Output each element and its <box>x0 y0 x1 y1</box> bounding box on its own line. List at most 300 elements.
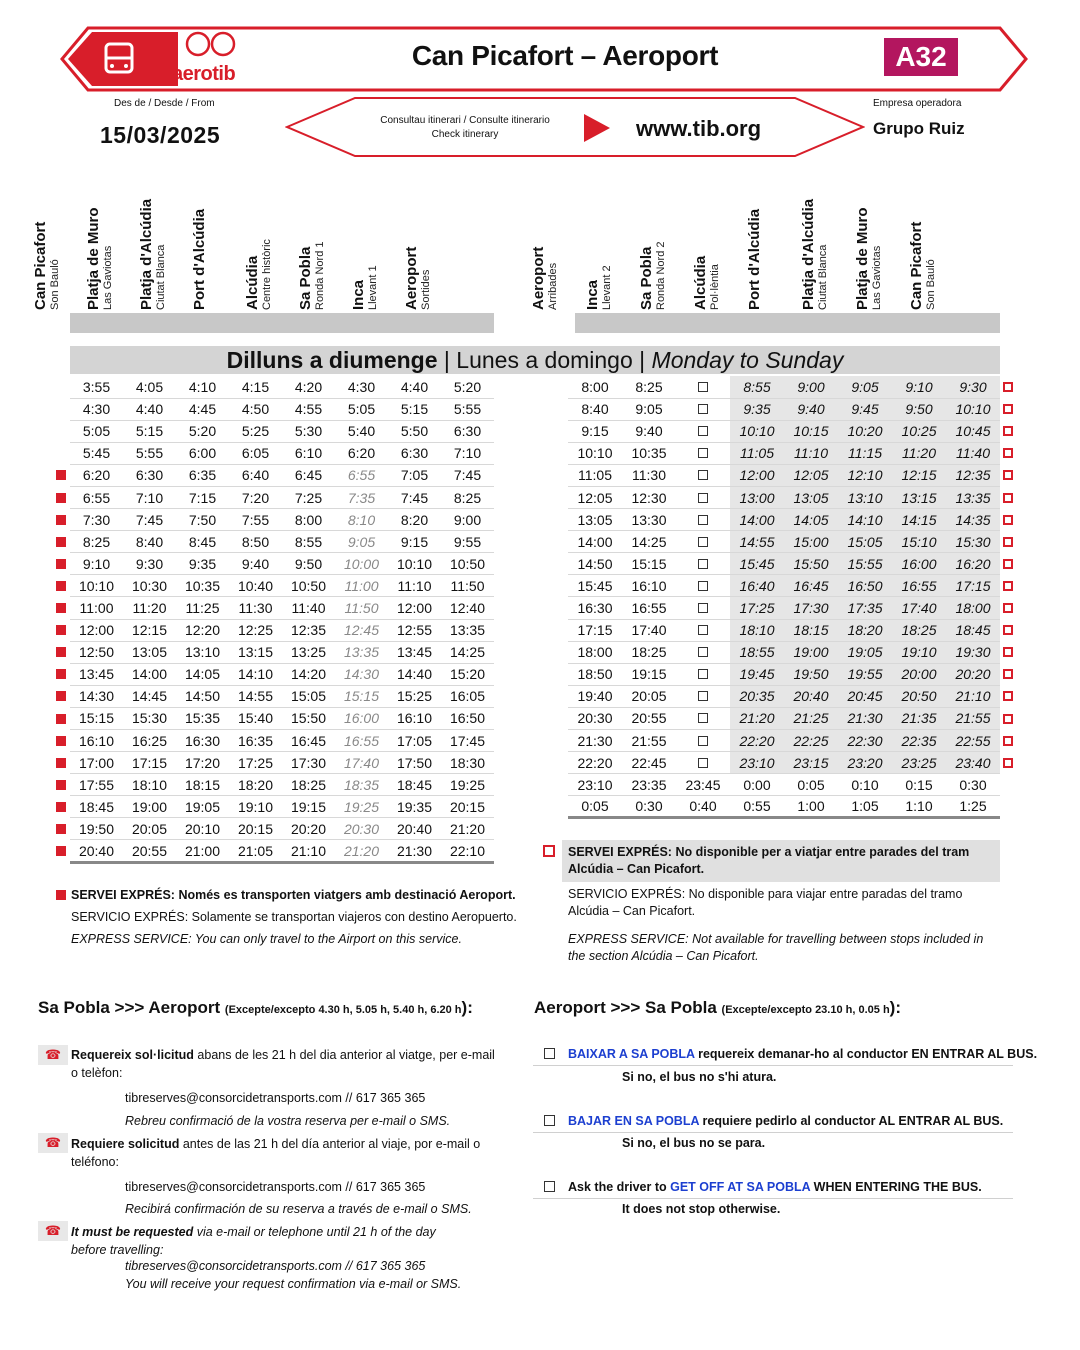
website-link[interactable]: www.tib.org <box>636 116 762 141</box>
time-cell: 21:55 <box>946 707 1000 729</box>
time-cell: 9:35 <box>730 398 784 420</box>
time-cell: 7:45 <box>388 486 441 508</box>
express-marker-icon <box>56 515 66 525</box>
stop-detail: Sortides <box>420 269 432 310</box>
time-cell: 20:00 <box>892 663 946 685</box>
time-cell: 18:45 <box>388 774 441 796</box>
time-cell: 10:30 <box>123 575 176 597</box>
time-cell: 18:55 <box>730 641 784 663</box>
time-cell: 6:45 <box>282 464 335 486</box>
return-timetable <box>568 376 1000 819</box>
time-cell: 13:00 <box>730 486 784 508</box>
time-cell: 10:10 <box>946 398 1000 420</box>
time-cell: 15:50 <box>282 707 335 729</box>
time-cell: 18:45 <box>70 796 123 818</box>
request-stop-box-icon <box>698 426 708 436</box>
time-cell: 15:30 <box>123 707 176 729</box>
time-cell: 9:05 <box>838 376 892 398</box>
trip-row <box>70 376 494 398</box>
time-cell: 6:40 <box>229 464 282 486</box>
time-cell: 19:15 <box>622 663 676 685</box>
time-cell: 22:10 <box>441 840 494 862</box>
time-cell: 17:40 <box>892 597 946 619</box>
time-cell: 16:45 <box>282 730 335 752</box>
time-cell: 18:15 <box>176 774 229 796</box>
request-stop-box-icon <box>698 647 708 657</box>
time-cell: 9:55 <box>441 531 494 553</box>
time-cell: 7:45 <box>441 464 494 486</box>
time-cell: 20:15 <box>441 796 494 818</box>
time-cell: 10:20 <box>838 420 892 442</box>
time-cell: 14:15 <box>892 509 946 531</box>
time-cell: 10:45 <box>946 420 1000 442</box>
express-ret-note-en-2: the section Alcúdia – Can Picafort. <box>568 949 759 963</box>
time-cell: 21:10 <box>282 840 335 862</box>
trip-row <box>70 509 494 531</box>
arrow-icon <box>584 114 610 142</box>
express-return-marker-icon <box>1003 470 1013 480</box>
trip-row <box>70 752 494 774</box>
time-cell: 12:20 <box>176 619 229 641</box>
time-cell: 5:40 <box>335 420 388 442</box>
time-cell: 7:05 <box>388 464 441 486</box>
time-cell: 3:55 <box>70 376 123 398</box>
stop-detail: Llevant 2 <box>601 265 613 310</box>
time-cell: 11:50 <box>335 597 388 619</box>
trip-row <box>568 774 1000 796</box>
time-cell: 11:30 <box>622 464 676 486</box>
time-cell: 5:45 <box>70 442 123 464</box>
time-cell <box>676 376 730 398</box>
checkbox-icon <box>544 1048 555 1059</box>
time-cell: 20:40 <box>784 685 838 707</box>
stop-name: Inca <box>350 279 367 310</box>
time-cell: 7:15 <box>176 486 229 508</box>
express-note-es: SERVICIO EXPRÉS: Solamente se transportan viajeros con destino Aeropuerto. <box>71 910 517 924</box>
time-cell: 11:20 <box>892 442 946 464</box>
time-cell: 9:50 <box>282 553 335 575</box>
time-cell: 12:35 <box>946 464 1000 486</box>
time-cell <box>676 464 730 486</box>
express-return-marker-icon <box>1003 714 1013 724</box>
time-cell: 12:40 <box>441 597 494 619</box>
time-cell: 19:30 <box>946 641 1000 663</box>
trip-row <box>568 575 1000 597</box>
checkbox-icon <box>544 1181 555 1192</box>
time-cell: 0:05 <box>784 774 838 796</box>
time-cell <box>676 707 730 729</box>
time-cell: 20:05 <box>622 685 676 707</box>
time-cell: 14:00 <box>568 531 622 553</box>
trip-row <box>568 398 1000 420</box>
outbound-arrow-bar <box>70 313 494 333</box>
time-cell: 22:55 <box>946 730 1000 752</box>
time-cell: 17:00 <box>70 752 123 774</box>
time-cell: 5:15 <box>123 420 176 442</box>
time-cell: 8:50 <box>229 531 282 553</box>
time-cell: 23:40 <box>946 752 1000 774</box>
time-cell: 5:55 <box>441 398 494 420</box>
time-cell <box>676 420 730 442</box>
time-cell: 1:00 <box>784 796 838 818</box>
time-cell: 9:30 <box>946 376 1000 398</box>
stop-detail: Son Bauló <box>925 259 937 310</box>
trip-row <box>70 840 494 862</box>
time-cell: 9:15 <box>568 420 622 442</box>
time-cell: 16:30 <box>568 597 622 619</box>
contact-ca[interactable]: tibreserves@consorcidetransports.com // 617 365 365 <box>125 1091 426 1105</box>
time-cell: 6:55 <box>70 486 123 508</box>
confirmation-es: Recibirá confirmación de su reserva a través de e-mail o SMS. <box>125 1202 472 1216</box>
request-stop-box-icon <box>698 758 708 768</box>
time-cell: 15:30 <box>946 531 1000 553</box>
express-marker-icon <box>56 802 66 812</box>
time-cell: 15:15 <box>622 553 676 575</box>
express-return-marker-icon <box>1003 515 1013 525</box>
time-cell: 6:35 <box>176 464 229 486</box>
time-cell: 10:50 <box>441 553 494 575</box>
trip-row <box>568 486 1000 508</box>
time-cell: 14:50 <box>568 553 622 575</box>
time-cell: 16:30 <box>176 730 229 752</box>
stop-detail: Llevant 1 <box>367 265 379 310</box>
time-cell: 8:00 <box>282 509 335 531</box>
consult-label: Consultau itinerari / Consulte itinerario Check itinerary <box>380 115 550 140</box>
time-cell: 10:10 <box>388 553 441 575</box>
phone-icon: ☎ <box>38 1221 68 1241</box>
time-cell: 16:50 <box>441 707 494 729</box>
request-note-en: It must be requested via e-mail or telephone until 21 h of the day before travelling: <box>71 1225 436 1257</box>
time-cell: 17:45 <box>441 730 494 752</box>
time-cell: 6:30 <box>441 420 494 442</box>
time-cell: 12:00 <box>70 619 123 641</box>
time-cell: 9:15 <box>388 531 441 553</box>
time-cell: 17:15 <box>946 575 1000 597</box>
time-cell <box>676 509 730 531</box>
time-cell: 20:20 <box>946 663 1000 685</box>
trip-row <box>568 641 1000 663</box>
time-cell: 17:35 <box>838 597 892 619</box>
time-cell: 5:50 <box>388 420 441 442</box>
time-cell: 11:50 <box>441 575 494 597</box>
time-cell: 0:40 <box>676 796 730 818</box>
trip-row <box>568 464 1000 486</box>
stop-name: Port d'Alcúdia <box>191 208 208 310</box>
time-cell: 4:05 <box>123 376 176 398</box>
time-cell: 9:00 <box>784 376 838 398</box>
return-arrow-bar <box>575 313 1000 333</box>
express-ret-note-ca: SERVEI EXPRÉS: No disponible per a viatjar entre parades del tram Alcúdia – Can Picafort. <box>568 845 970 876</box>
time-cell: 22:45 <box>622 752 676 774</box>
time-cell: 19:05 <box>176 796 229 818</box>
time-cell: 13:25 <box>282 641 335 663</box>
sapobla-out-title: Sa Pobla >>> Aeroport (Excepte/excepto 4.30 h, 5.05 h, 5.40 h, 6.20 h): <box>38 998 473 1017</box>
time-cell: 10:15 <box>784 420 838 442</box>
line-badge: A32 <box>884 38 958 76</box>
trip-row <box>568 752 1000 774</box>
aerotib-logo: aerotib <box>172 63 236 85</box>
time-cell: 15:50 <box>784 553 838 575</box>
time-cell: 0:30 <box>622 796 676 818</box>
time-cell: 4:50 <box>229 398 282 420</box>
time-cell <box>676 685 730 707</box>
time-cell: 19:35 <box>388 796 441 818</box>
time-cell: 17:25 <box>229 752 282 774</box>
time-cell: 17:30 <box>784 597 838 619</box>
trip-row <box>70 464 494 486</box>
time-cell: 21:30 <box>838 707 892 729</box>
time-cell: 15:05 <box>838 531 892 553</box>
time-cell: 6:30 <box>388 442 441 464</box>
time-cell: 9:50 <box>892 398 946 420</box>
express-return-marker-icon <box>1003 493 1013 503</box>
time-cell: 18:00 <box>946 597 1000 619</box>
time-cell: 22:25 <box>784 730 838 752</box>
time-cell: 8:55 <box>282 531 335 553</box>
express-marker-icon <box>56 669 66 679</box>
time-cell: 5:20 <box>176 420 229 442</box>
time-cell: 15:15 <box>70 707 123 729</box>
time-cell: 6:30 <box>123 464 176 486</box>
time-cell: 10:25 <box>892 420 946 442</box>
time-cell: 19:10 <box>229 796 282 818</box>
stop-detail: Ronda Nord 2 <box>655 241 667 310</box>
contact-es[interactable]: tibreserves@consorcidetransports.com // 617 365 365 <box>125 1180 426 1194</box>
time-cell: 6:55 <box>335 464 388 486</box>
time-cell: 20:40 <box>388 818 441 840</box>
dropoff-sub-es: Si no, el bus no se para. <box>622 1136 766 1150</box>
trip-row <box>70 663 494 685</box>
time-cell <box>676 663 730 685</box>
trip-row <box>70 420 494 442</box>
outbound-stop-header <box>403 188 493 312</box>
time-cell: 22:30 <box>838 730 892 752</box>
time-cell: 4:10 <box>176 376 229 398</box>
time-cell: 19:00 <box>784 641 838 663</box>
time-cell: 9:10 <box>70 553 123 575</box>
time-cell: 15:40 <box>229 707 282 729</box>
contact-en[interactable]: tibreserves@consorcidetransports.com // 617 365 365 <box>125 1259 426 1273</box>
time-cell: 11:15 <box>838 442 892 464</box>
time-cell: 21:20 <box>441 818 494 840</box>
time-cell: 5:15 <box>388 398 441 420</box>
time-cell: 9:40 <box>784 398 838 420</box>
time-cell: 20:30 <box>335 818 388 840</box>
days-band: Dilluns a diumenge | Lunes a domingo | Monday to Sunday <box>70 346 1000 374</box>
trip-row <box>568 509 1000 531</box>
express-ret-note-es-1: SERVICIO EXPRÉS: No disponible para viajar entre paradas del tramo <box>568 887 963 901</box>
time-cell: 17:05 <box>388 730 441 752</box>
express-note-ca: SERVEI EXPRÉS: Només es transporten viatgers amb destinació Aeroport. <box>71 888 516 902</box>
time-cell: 18:10 <box>730 619 784 641</box>
time-cell: 12:15 <box>123 619 176 641</box>
express-marker-icon <box>56 625 66 635</box>
time-cell: 21:20 <box>730 707 784 729</box>
phone-icon: ☎ <box>38 1045 68 1065</box>
time-cell: 7:35 <box>335 486 388 508</box>
stop-name: Platja de Muro <box>854 207 871 310</box>
request-stop-box-icon <box>698 669 708 679</box>
return-stop-header <box>908 188 998 312</box>
time-cell: 0:10 <box>838 774 892 796</box>
stop-name: Aeroport <box>403 246 420 310</box>
stop-name: Alcúdia <box>244 255 261 310</box>
time-cell: 11:10 <box>388 575 441 597</box>
time-cell: 9:40 <box>229 553 282 575</box>
trip-row <box>568 442 1000 464</box>
time-cell: 12:30 <box>622 486 676 508</box>
time-cell: 6:05 <box>229 442 282 464</box>
time-cell: 15:05 <box>282 685 335 707</box>
trip-row <box>568 663 1000 685</box>
trip-row <box>568 553 1000 575</box>
time-cell: 17:40 <box>622 619 676 641</box>
sapobla-ret-title: Aeroport >>> Sa Pobla (Excepte/excepto 23.10 h, 0.05 h): <box>534 998 901 1017</box>
time-cell: 16:05 <box>441 685 494 707</box>
time-cell: 8:00 <box>568 376 622 398</box>
time-cell: 20:15 <box>229 818 282 840</box>
time-cell: 20:40 <box>70 840 123 862</box>
time-cell: 0:05 <box>568 796 622 818</box>
request-stop-box-icon <box>698 713 708 723</box>
time-cell: 19:40 <box>568 685 622 707</box>
time-cell: 15:10 <box>892 531 946 553</box>
route-title: Can Picafort – Aeroport <box>411 40 719 71</box>
time-cell: 0:15 <box>892 774 946 796</box>
operator-label: Empresa operadora <box>873 98 962 109</box>
time-cell: 18:35 <box>335 774 388 796</box>
time-cell: 11:30 <box>229 597 282 619</box>
time-cell: 13:30 <box>622 509 676 531</box>
express-return-marker-icon <box>1003 691 1013 701</box>
time-cell: 17:50 <box>388 752 441 774</box>
time-cell: 12:00 <box>388 597 441 619</box>
express-return-marker-icon <box>1003 758 1013 768</box>
stop-name: Can Picafort <box>32 221 49 310</box>
trip-row <box>70 442 494 464</box>
time-cell: 14:25 <box>441 641 494 663</box>
time-cell <box>676 641 730 663</box>
time-cell: 19:25 <box>441 774 494 796</box>
stop-name: Inca <box>584 279 601 310</box>
time-cell: 11:20 <box>123 597 176 619</box>
time-cell: 13:35 <box>946 486 1000 508</box>
time-cell: 16:25 <box>123 730 176 752</box>
time-cell: 17:15 <box>123 752 176 774</box>
time-cell: 10:10 <box>70 575 123 597</box>
time-cell: 16:10 <box>622 575 676 597</box>
time-cell: 19:15 <box>282 796 335 818</box>
time-cell: 20:05 <box>123 818 176 840</box>
stop-detail: Arribades <box>547 262 559 310</box>
time-cell: 18:45 <box>946 619 1000 641</box>
time-cell: 10:35 <box>176 575 229 597</box>
time-cell: 11:05 <box>568 464 622 486</box>
express-return-marker-icon <box>1003 426 1013 436</box>
trip-row <box>568 376 1000 398</box>
request-stop-box-icon <box>698 736 708 746</box>
time-cell: 13:05 <box>568 509 622 531</box>
time-cell: 1:05 <box>838 796 892 818</box>
request-stop-box-icon <box>698 625 708 635</box>
time-cell: 11:10 <box>784 442 838 464</box>
time-cell: 9:45 <box>838 398 892 420</box>
time-cell: 9:35 <box>176 553 229 575</box>
time-cell: 23:10 <box>730 752 784 774</box>
time-cell: 8:10 <box>335 509 388 531</box>
time-cell <box>676 531 730 553</box>
time-cell: 18:20 <box>229 774 282 796</box>
express-marker-icon <box>56 758 66 768</box>
express-return-marker-icon <box>1003 647 1013 657</box>
trip-row <box>70 774 494 796</box>
time-cell: 21:25 <box>784 707 838 729</box>
time-cell: 4:30 <box>70 398 123 420</box>
time-cell: 10:10 <box>730 420 784 442</box>
time-cell: 9:05 <box>335 531 388 553</box>
time-cell: 21:35 <box>892 707 946 729</box>
express-marker-icon <box>56 559 66 569</box>
time-cell: 18:15 <box>784 619 838 641</box>
time-cell: 11:25 <box>176 597 229 619</box>
stop-detail: Pol·lèntia <box>709 264 721 310</box>
outbound-timetable <box>70 376 494 864</box>
express-return-marker-icon <box>1003 559 1013 569</box>
time-cell: 12:25 <box>229 619 282 641</box>
time-cell: 16:55 <box>335 730 388 752</box>
time-cell: 22:20 <box>730 730 784 752</box>
time-cell: 12:10 <box>838 464 892 486</box>
request-stop-box-icon <box>698 537 708 547</box>
time-cell: 17:40 <box>335 752 388 774</box>
time-cell: 0:30 <box>946 774 1000 796</box>
trip-row <box>568 420 1000 442</box>
time-cell: 13:10 <box>176 641 229 663</box>
time-cell: 13:35 <box>335 641 388 663</box>
time-cell <box>676 398 730 420</box>
time-cell: 11:00 <box>335 575 388 597</box>
time-cell: 14:20 <box>282 663 335 685</box>
dropoff-note-en: Ask the driver to GET OFF AT SA POBLA WHEN ENTERING THE BUS. <box>533 1175 1013 1199</box>
time-cell <box>676 486 730 508</box>
time-cell: 8:25 <box>441 486 494 508</box>
express-return-marker-icon <box>1003 404 1013 414</box>
trip-row <box>568 796 1000 818</box>
trip-row <box>70 597 494 619</box>
express-ret-note-en-1: EXPRESS SERVICE: Not available for travelling between stops included in <box>568 932 984 946</box>
express-return-marker-icon <box>1003 669 1013 679</box>
time-cell: 10:35 <box>622 442 676 464</box>
stop-detail: Centre històric <box>261 239 273 310</box>
express-marker-icon <box>56 691 66 701</box>
time-cell: 5:30 <box>282 420 335 442</box>
time-cell: 16:55 <box>622 597 676 619</box>
time-cell: 20:50 <box>892 685 946 707</box>
time-cell: 11:40 <box>282 597 335 619</box>
time-cell: 15:35 <box>176 707 229 729</box>
time-cell: 16:55 <box>892 575 946 597</box>
time-cell: 15:45 <box>568 575 622 597</box>
request-stop-box-icon <box>698 559 708 569</box>
request-stop-box-icon <box>698 382 708 392</box>
time-cell: 17:15 <box>568 619 622 641</box>
time-cell: 12:35 <box>282 619 335 641</box>
time-cell: 19:55 <box>838 663 892 685</box>
time-cell <box>676 553 730 575</box>
time-cell: 14:05 <box>176 663 229 685</box>
time-cell: 7:20 <box>229 486 282 508</box>
time-cell: 4:20 <box>282 376 335 398</box>
